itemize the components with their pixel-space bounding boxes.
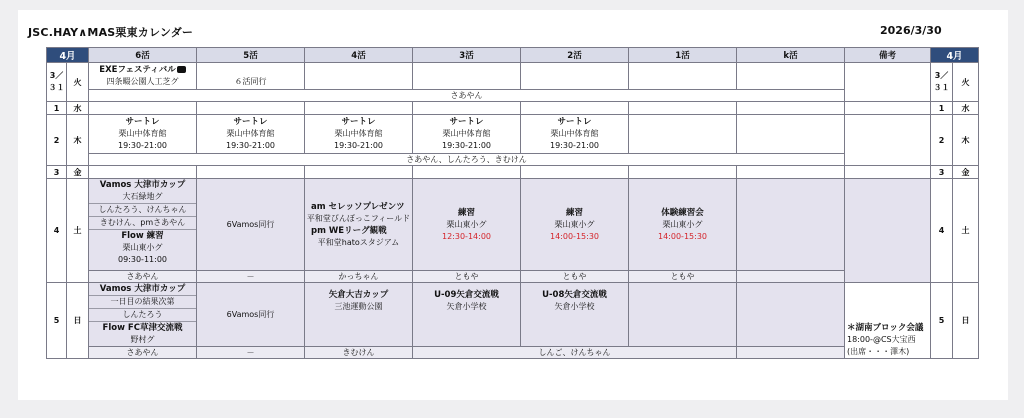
- col-header-k: k活: [737, 48, 845, 63]
- col-header-6: 6活: [89, 48, 197, 63]
- weekday-cell-right: 木: [953, 115, 979, 166]
- cell-4-apr2: サートレ 栗山中体育館 19:30-21:00: [305, 115, 413, 154]
- weekday-cell-right: 火: [953, 63, 979, 102]
- date-cell: 5: [47, 283, 67, 359]
- weekday-cell: 金: [67, 166, 89, 179]
- staff-4-apr4: かっちゃん: [305, 271, 413, 283]
- col-header-5: 5活: [197, 48, 305, 63]
- cell-5-apr2: サートレ 栗山中体育館 19:30-21:00: [197, 115, 305, 154]
- date-cell-right: 1: [931, 102, 953, 115]
- staff-1-apr4: ともや: [629, 271, 737, 283]
- cell-2-apr4: 練習 栗山東小グ 14:00-15:30: [521, 179, 629, 271]
- month-right-header: 4月: [931, 48, 979, 63]
- weekday-cell: 木: [67, 115, 89, 166]
- staff-6-apr5: さあやん: [89, 347, 197, 359]
- date-cell-right: 4: [931, 179, 953, 283]
- row-apr1: [47, 102, 979, 115]
- date-cell-right: 2: [931, 115, 953, 166]
- cell-3-apr4: 練習 栗山東小グ 12:30-14:00: [413, 179, 521, 271]
- notes-mar31: [845, 63, 931, 102]
- date-cell: 3: [47, 166, 67, 179]
- col-header-3: 3活: [413, 48, 521, 63]
- col-header-1: 1活: [629, 48, 737, 63]
- cell-6-apr4: Vamos 大津市カップ 大石緑地グ しんたろう、けんちゃん きむけん、pmさあやん Flow 練習 栗山東小グ 09:30-11:00: [89, 179, 197, 271]
- weekday-cell: 土: [67, 179, 89, 283]
- row-apr4-staff: [47, 271, 979, 283]
- month-left-header: 4月: [47, 48, 89, 63]
- row-apr2: [47, 115, 979, 154]
- cell-3-apr2: サートレ 栗山中体育館 19:30-21:00: [413, 115, 521, 154]
- date-cell: 4: [47, 179, 67, 283]
- staff-6-apr4: さあやん: [89, 271, 197, 283]
- cell-4-apr4: am セレッソプレゼンツ 平和堂びんぼっこフィールド pm WEリーグ観戦 平和堂hatoスタジアム: [305, 179, 413, 271]
- row-mar31-staff: [47, 90, 979, 102]
- cell-5-mar31: ６活同行: [197, 63, 305, 90]
- cell-k-apr5: [737, 283, 845, 347]
- staff-3-apr4: ともや: [413, 271, 521, 283]
- cell-4-apr5: 矢倉大吉カップ 三池運動公園: [305, 283, 413, 347]
- event-title: EXEフェスティバル: [99, 65, 176, 75]
- notes-apr4: [845, 179, 931, 283]
- staff-32-apr5: しんご、けんちゃん: [413, 347, 737, 359]
- col-header-notes: 備考: [845, 48, 931, 63]
- staff-4-apr5: きむけん: [305, 347, 413, 359]
- row-apr5: [47, 283, 979, 347]
- staff-5-apr5: －: [197, 347, 305, 359]
- date-cell-right: 5: [931, 283, 953, 359]
- cell-3-apr5: U-09矢倉交流戦 矢倉小学校: [413, 283, 521, 347]
- weekday-cell-right: 日: [953, 283, 979, 359]
- staff-5-apr4: －: [197, 271, 305, 283]
- row-apr5-staff: [47, 347, 979, 359]
- date-cell-right: 3／ ３１: [931, 63, 953, 102]
- row-apr2-staff: [47, 154, 979, 166]
- row-apr3: [47, 166, 979, 179]
- notes-apr5: ＊湖南ブロック会議 18:00-@CS大宝西 (出席・・・澤木): [845, 283, 931, 359]
- col-header-4: 4活: [305, 48, 413, 63]
- staff-apr2: さあやん、しんたろう、きむけん: [89, 154, 845, 166]
- cell-6-mar31: [89, 63, 197, 90]
- cell-1-apr4: 体験練習会 栗山東小グ 14:00-15:30: [629, 179, 737, 271]
- calendar-table: [46, 47, 979, 359]
- weekday-cell-right: 水: [953, 102, 979, 115]
- calendar-title: JSC.HAY∧MAS栗東カレンダー: [28, 26, 194, 39]
- weekday-cell: 日: [67, 283, 89, 359]
- col-header-2: 2活: [521, 48, 629, 63]
- header-row: [47, 48, 979, 63]
- weekday-cell-right: 金: [953, 166, 979, 179]
- cell-2-apr2: サートレ 栗山中体育館 19:30-21:00: [521, 115, 629, 154]
- cell-5-apr5: 6Vamos同行: [197, 283, 305, 347]
- event-place: 四条畷公園人工芝グ: [106, 77, 179, 86]
- redaction-mark: [177, 66, 186, 73]
- cell-2-apr5: U-08矢倉交流戦 矢倉小学校: [521, 283, 629, 347]
- cell-6-apr5: Vamos 大津市カップ 一日目の結果次第 しんたろう Flow FC草津交流戦 野村グ: [89, 283, 197, 347]
- cell-k-apr4: [737, 179, 845, 271]
- calendar-date: 2026/3/30: [880, 24, 942, 37]
- weekday-cell: 火: [67, 63, 89, 102]
- row-apr4: [47, 179, 979, 271]
- staff-2-apr4: ともや: [521, 271, 629, 283]
- date-cell: 2: [47, 115, 67, 166]
- weekday-cell: 水: [67, 102, 89, 115]
- date-cell: 1: [47, 102, 67, 115]
- row-mar31: [47, 63, 979, 90]
- date-cell-right: 3: [931, 166, 953, 179]
- weekday-cell-right: 土: [953, 179, 979, 283]
- cell-1-apr5: [629, 283, 737, 347]
- staff-mar31: さあやん: [89, 90, 845, 102]
- cell-5-apr4: 6Vamos同行: [197, 179, 305, 271]
- cell-6-apr2: サートレ 栗山中体育館 19:30-21:00: [89, 115, 197, 154]
- date-cell: 3／ ３１: [47, 63, 67, 102]
